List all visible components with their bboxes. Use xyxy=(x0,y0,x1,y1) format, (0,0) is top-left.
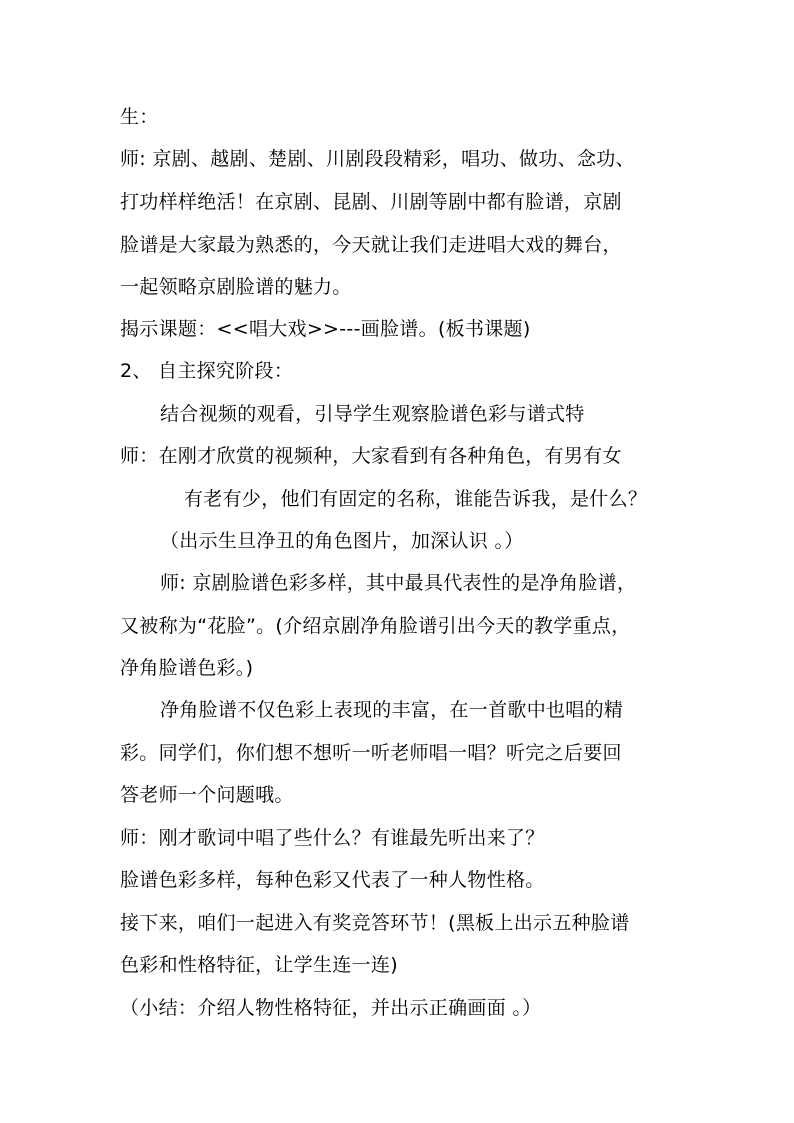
text-line: 师: 京剧、越剧、楚剧、川剧段段精彩，唱功、做功、念功、 xyxy=(120,148,635,170)
text-line: 师：刚才歌词中唱了些什么？有谁最先听出来了？ xyxy=(120,827,545,849)
text-line: 师: 京剧脸谱色彩多样，其中最具代表性的是净角脸谱， xyxy=(160,572,637,594)
text-line: 一起领略京剧脸谱的魅力。 xyxy=(120,276,352,298)
text-line: 结合视频的观看，引导学生观察脸谱色彩与谱式特 xyxy=(160,403,585,425)
text-line-student-prompt: 生： xyxy=(120,106,159,128)
text-line: 彩。同学们，你们想不想听一听老师唱一唱？听完之后要回 xyxy=(120,742,622,764)
section-heading: 2、 自主探究阶段： xyxy=(120,360,294,382)
text-line-topic: 揭示课题：<<唱大戏>>---画脸谱。(板书课题) xyxy=(120,318,531,340)
text-line: 接下来，咱们一起进入有奖竞答环节！(黑板上出示五种脸谱 xyxy=(120,912,630,934)
text-line: 答老师一个问题哦。 xyxy=(120,784,294,806)
text-line: 脸谱色彩多样，每种色彩又代表了一种人物性格。 xyxy=(120,869,545,891)
text-line: 又被称为“花脸”。(介绍京剧净角脸谱引出今天的教学重点， xyxy=(120,615,631,637)
text-line: 打功样样绝活！在京剧、昆剧、川剧等剧中都有脸谱，京剧 xyxy=(120,191,622,213)
text-line: 净角脸谱不仅色彩上表现的丰富，在一首歌中也唱的精 xyxy=(160,699,624,721)
text-line-summary: （小结：介绍人物性格特征，并出示正确画面 。） xyxy=(120,997,542,1019)
text-line: 脸谱是大家最为熟悉的，今天就让我们走进唱大戏的舞台， xyxy=(120,234,622,256)
text-line: 色彩和性格特征，让学生连一连) xyxy=(120,954,398,976)
text-line: 师：在刚才欣赏的视频种，大家看到有各种角色，有男有女 xyxy=(120,445,622,467)
text-line: 有老有少，他们有固定的名称，谁能告诉我，是什么？ xyxy=(184,488,648,510)
text-line: 净角脸谱色彩。) xyxy=(120,657,254,679)
text-line: （出示生旦净丑的角色图片，加深认识 。） xyxy=(160,530,524,552)
